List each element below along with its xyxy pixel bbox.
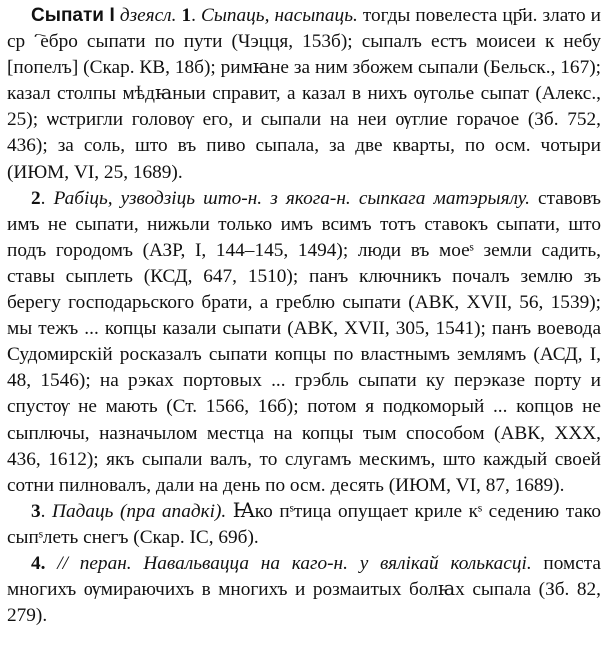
sense-citations: тогды повелеста цр҃и. злато и срⷮ҇ебро сыпати по пути (Чэцця, 153б); сыпалъ естъ моисеи к небу [попелъ] (Скар. КВ, 18б); римꙗне за ним збожем сыпали (Бельск., 167); казал столпы мѣдꙗныи справит, а казал в нихъ ѹголье сыпат (Алекс., 25); ѡстригли головѹ его, и сыпали на неи ѹглие горачое (Зб. 752, 436); за соль, што въ пиво сыпала, за две кварты, по осм. чотыри (ИЮМ, VI, 25, 1689).	[7, 5, 602, 183]
sense-definition: Сыпаць, насыпаць.	[200, 5, 358, 26]
entry-sense-1: Сыпати I дзеясл. 1. Сыпаць, насыпаць. тогды повелеста цр҃и. злато и срⷮ҇ебро сыпати по пути (Чэцця, 153б); сыпалъ естъ моисеи к небу [попелъ] (Скар. КВ, 18б); римꙗне за ним збожем сыпали (Бельск., 167); казал столпы мѣдꙗныи справит, а казал в нихъ ѹголье сыпат (Алекс., 25); ѡстригли головѹ его, и сыпали на неи ѹглие горачое (Зб. 752, 436); за соль, што въ пиво сыпала, за две кварты, по осм. чотыри (ИЮМ, VI, 25, 1689).	[7, 5, 602, 183]
sense-definition: // перан. Навальвацца на каго-н. у вялікай колькасці.	[57, 552, 532, 574]
entry-sense-3: 3. Падаць (пра ападкі). Ꙗко пˢтица опущает криле кˢ седению тако сыпˢлеть снегъ (Скар. IC, 69б).	[7, 500, 601, 548]
sense-definition: Падаць (пра ападкі).	[52, 500, 227, 522]
entry-sense-4	[7, 551, 601, 629]
sense-number: 1	[181, 5, 192, 26]
sense-number: 4.	[31, 552, 46, 574]
sense-number: 2	[31, 187, 41, 209]
part-of-speech: дзеясл.	[119, 5, 177, 26]
sense-definition: Рабіць, узводзіць што-н. з якога-н. сыпкага матэрыялу.	[53, 187, 530, 209]
entry-sense-2: 2. Рабіць, узводзіць што-н. з якога-н. сыпкага матэрыялу. ставовъ имъ не сыпати, нижьли только имъ всимъ тотъ ставокъ сыпати, што подъ городомъ (АЗР, I, 144–145, 1494); люди въ моеˢ земли садить, ставы сыплеть (КСД, 647, 1510); панъ ключникъ почалъ землю зъ берегу господарьского брати, а греблю сыпати (АВК, XVII, 56, 1539); мы тежъ ... копцы казали сыпати (АВК, XVII, 305, 1541); панъ воевода Судомирскій росказалъ сыпати копцы по властнымъ землямъ (АСД, I, 48, 1546); на рэках портовых ... грэбль сыпати ку перэказе порту и спустѹ не мають (Ст. 1566, 16б); потом я подкоморый ... копцов не сыплючы, назначылом местца на копцы тым способом (АВК, XXX, 436, 1612); якъ сыпали валъ, то слугамъ мескимъ, што каждый своей сотни пилновалъ, дали на день по осм. десять (ИЮМ, VI, 87, 1689).	[7, 187, 601, 496]
sense-number: 3	[31, 500, 41, 522]
sense-citations: помста многихъ ѹмираючихъ в многихъ и розмаитых болꙗх сыпала (Зб. 82, 279).	[7, 552, 601, 627]
headword: Сыпати I	[31, 5, 115, 26]
sense-citations: Ꙗко пˢтица опущает криле кˢ седению тако сыпˢлеть снегъ (Скар. IC, 69б).	[7, 500, 601, 548]
sense-citations: ставовъ имъ не сыпати, нижьли только имъ всимъ тотъ ставокъ сыпати, што подъ городомъ (АЗР, I, 144–145, 1494); люди въ моеˢ земли садить, ставы сыплеть (КСД, 647, 1510); панъ ключникъ почалъ землю зъ берегу господарьского брати, а греблю сыпати (АВК, XVII, 56, 1539); мы тежъ ... копцы казали сыпати (АВК, XVII, 305, 1541); панъ воевода Судомирскій росказалъ сыпати копцы по властнымъ землямъ (АСД, I, 48, 1546); на рэках портовых ... грэбль сыпати ку перэказе порту и спустѹ не мають (Ст. 1566, 16б); потом я подкоморый ... копцов не сыплючы, назначылом местца на копцы тым способом (АВК, XXX, 436, 1612); якъ сыпали валъ, то слугамъ мескимъ, што каждый своей сотни пилновалъ, дали на день по осм. десять (ИЮМ, VI, 87, 1689).	[7, 187, 601, 496]
